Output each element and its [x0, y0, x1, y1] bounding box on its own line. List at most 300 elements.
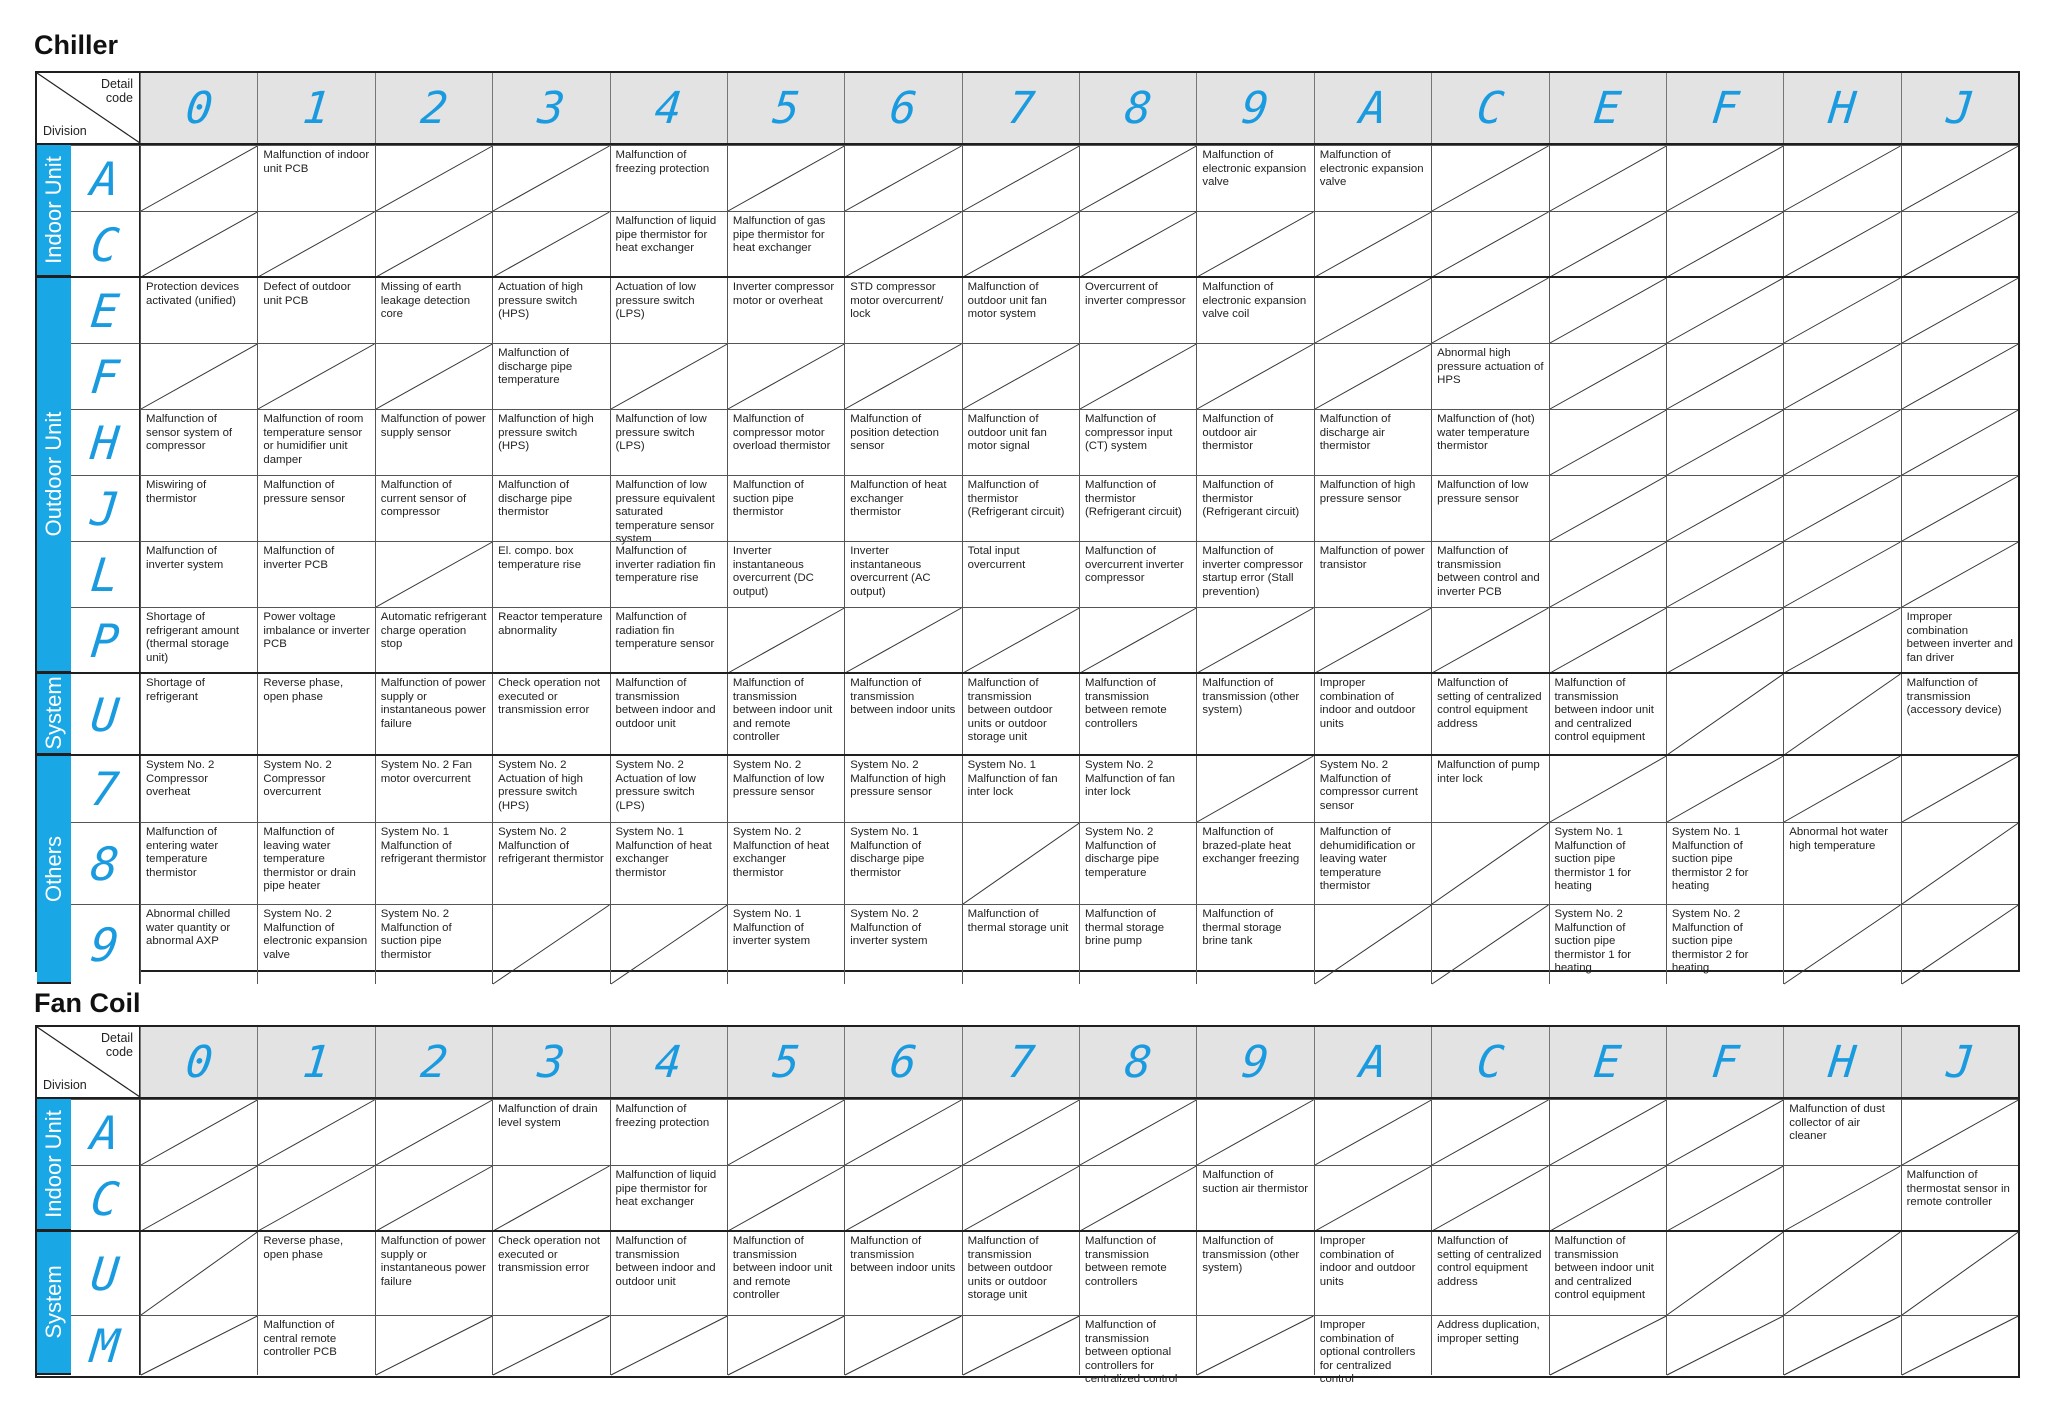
- error-code-cell: Malfunction of brazed-plate heat exchanger freezing: [1196, 822, 1313, 904]
- empty-cell: [1666, 277, 1783, 343]
- segment-digit: 4: [652, 1036, 685, 1088]
- error-code-cell: Malfunction of transmission between optional controllers for centralized control: [1079, 1315, 1196, 1375]
- empty-cell: [1666, 1165, 1783, 1231]
- empty-cell: [1431, 904, 1548, 984]
- error-code-cell: Malfunction of indoor unit PCB: [257, 145, 374, 211]
- group-label-text: Others: [41, 835, 66, 902]
- empty-cell: [1783, 475, 1900, 541]
- error-code-cell: Malfunction of position detection sensor: [844, 409, 961, 475]
- empty-cell: [1549, 1165, 1666, 1231]
- empty-cell: [375, 541, 492, 607]
- segment-digit: 4: [652, 82, 685, 134]
- segment-digit: 7: [1004, 82, 1037, 134]
- error-code-cell: Malfunction of freezing protection: [610, 145, 727, 211]
- empty-cell: [140, 145, 257, 211]
- error-code-cell: Malfunction of transmission between outdoor units or outdoor storage unit: [962, 1231, 1079, 1315]
- error-code-cell: Overcurrent of inverter compressor: [1079, 277, 1196, 343]
- empty-cell: [492, 1165, 609, 1231]
- error-code-cell: Malfunction of thermal storage brine tank: [1196, 904, 1313, 984]
- row-code-L: [71, 541, 140, 607]
- error-code-cell: Malfunction of high pressure sensor: [1314, 475, 1431, 541]
- error-code-cell: System No. 2 Malfunction of fan inter lock: [1079, 755, 1196, 822]
- empty-cell: [844, 1165, 961, 1231]
- column-code-8: [1079, 73, 1196, 143]
- empty-cell: [1079, 1165, 1196, 1231]
- column-code-F: [1666, 1027, 1783, 1097]
- empty-cell: [727, 145, 844, 211]
- row-code-P: [71, 607, 140, 673]
- empty-cell: [1901, 1099, 2018, 1165]
- column-code-2: [375, 73, 492, 143]
- empty-cell: [257, 343, 374, 409]
- error-code-cell: Malfunction of thermistor (Refrigerant circuit): [962, 475, 1079, 541]
- segment-digit: H: [88, 415, 122, 470]
- error-code-cell: System No. 2 Malfunction of suction pipe thermistor: [375, 904, 492, 984]
- error-code-cell: Malfunction of pump inter lock: [1431, 755, 1548, 822]
- error-code-cell: Defect of outdoor unit PCB: [257, 277, 374, 343]
- empty-cell: [727, 1099, 844, 1165]
- segment-digit: 1: [300, 1036, 333, 1088]
- error-code-cell: Malfunction of compressor input (CT) system: [1079, 409, 1196, 475]
- error-code-cell: Missing of earth leakage detection core: [375, 277, 492, 343]
- error-code-cell: Check operation not executed or transmission error: [492, 1231, 609, 1315]
- segment-digit: H: [1826, 82, 1859, 134]
- empty-cell: [610, 904, 727, 984]
- row-code-M: [71, 1315, 140, 1375]
- error-code-cell: System No. 1 Malfunction of discharge pipe thermistor: [844, 822, 961, 904]
- chiller-title: Chiller: [34, 30, 119, 60]
- column-code-5: [727, 73, 844, 143]
- empty-cell: [962, 1099, 1079, 1165]
- segment-digit: J: [1943, 1036, 1976, 1088]
- empty-cell: [375, 145, 492, 211]
- error-code-cell: Malfunction of dehumidification or leaving water temperature thermistor: [1314, 822, 1431, 904]
- error-code-cell: Miswiring of thermistor: [140, 475, 257, 541]
- empty-cell: [1666, 673, 1783, 755]
- empty-cell: [1549, 211, 1666, 277]
- error-code-cell: System No. 2 Actuation of high pressure switch (HPS): [492, 755, 609, 822]
- segment-digit: U: [88, 687, 122, 742]
- empty-cell: [1079, 1099, 1196, 1165]
- empty-cell: [257, 211, 374, 277]
- column-code-5: [727, 1027, 844, 1097]
- error-code-cell: Malfunction of room temperature sensor or humidifier unit damper: [257, 409, 374, 475]
- row-code-A: [71, 1099, 140, 1165]
- empty-cell: [140, 1231, 257, 1315]
- column-code-7: [962, 73, 1079, 143]
- segment-digit: E: [1591, 82, 1624, 134]
- error-code-cell: Malfunction of liquid pipe thermistor for heat exchanger: [610, 211, 727, 277]
- segment-digit: 1: [300, 82, 333, 134]
- empty-cell: [1901, 541, 2018, 607]
- error-code-cell: Malfunction of thermal storage unit: [962, 904, 1079, 984]
- empty-cell: [1196, 755, 1313, 822]
- empty-cell: [1431, 211, 1548, 277]
- error-code-cell: Malfunction of transmission between indoor unit and centralized control equipment: [1549, 673, 1666, 755]
- error-code-cell: Malfunction of low pressure equivalent saturated temperature sensor system: [610, 475, 727, 541]
- detail-code-label: [101, 1031, 133, 1059]
- error-code-cell: Malfunction of transmission between outdoor units or outdoor storage unit: [962, 673, 1079, 755]
- segment-digit: A: [1357, 82, 1389, 134]
- empty-cell: [1314, 277, 1431, 343]
- column-code-H: [1783, 1027, 1900, 1097]
- error-code-cell: El. compo. box temperature rise: [492, 541, 609, 607]
- empty-cell: [1901, 1315, 2018, 1375]
- error-code-cell: Malfunction of transmission between indoor and outdoor unit: [610, 1231, 727, 1315]
- empty-cell: [1549, 475, 1666, 541]
- empty-cell: [1549, 145, 1666, 211]
- empty-cell: [492, 1315, 609, 1375]
- error-code-cell: Malfunction of power supply or instantaneous power failure: [375, 673, 492, 755]
- empty-cell: [1783, 1165, 1900, 1231]
- empty-cell: [962, 211, 1079, 277]
- empty-cell: [375, 1165, 492, 1231]
- column-code-1: [257, 73, 374, 143]
- error-code-cell: Address duplication, improper setting: [1431, 1315, 1548, 1375]
- error-code-cell: Malfunction of outdoor air thermistor: [1196, 409, 1313, 475]
- division-label: Division: [43, 1078, 87, 1092]
- error-code-cell: Malfunction of leaving water temperature thermistor or drain pipe heater: [257, 822, 374, 904]
- error-code-cell: System No. 2 Malfunction of inverter system: [844, 904, 961, 984]
- error-code-cell: Malfunction of current sensor of compressor: [375, 475, 492, 541]
- column-code-A: [1314, 73, 1431, 143]
- empty-cell: [1666, 1231, 1783, 1315]
- empty-cell: [1666, 607, 1783, 673]
- empty-cell: [1783, 343, 1900, 409]
- empty-cell: [1431, 277, 1548, 343]
- empty-cell: [1549, 541, 1666, 607]
- error-code-cell: STD compressor motor overcurrent/ lock: [844, 277, 961, 343]
- error-code-cell: Malfunction of transmission (accessory device): [1901, 673, 2018, 755]
- error-code-cell: Malfunction of inverter system: [140, 541, 257, 607]
- empty-cell: [727, 1165, 844, 1231]
- detail-code-label: [101, 77, 133, 105]
- group-label-others: [37, 755, 71, 984]
- empty-cell: [1666, 755, 1783, 822]
- empty-cell: [1666, 1099, 1783, 1165]
- error-code-cell: Malfunction of electronic expansion valve: [1196, 145, 1313, 211]
- empty-cell: [1549, 607, 1666, 673]
- error-code-cell: Malfunction of transmission between control and inverter PCB: [1431, 541, 1548, 607]
- empty-cell: [1901, 904, 2018, 984]
- error-code-cell: Malfunction of transmission between remote controllers: [1079, 1231, 1196, 1315]
- empty-cell: [140, 211, 257, 277]
- group-separator: [37, 1230, 2018, 1232]
- empty-cell: [1431, 1165, 1548, 1231]
- error-code-cell: Automatic refrigerant charge operation stop: [375, 607, 492, 673]
- column-code-6: [844, 73, 961, 143]
- error-code-cell: Malfunction of transmission between indoor unit and centralized control equipment: [1549, 1231, 1666, 1315]
- column-code-3: [492, 73, 609, 143]
- error-code-cell: Malfunction of drain level system: [492, 1099, 609, 1165]
- error-code-cell: Malfunction of low pressure switch (LPS): [610, 409, 727, 475]
- row-code-J: [71, 475, 140, 541]
- column-code-C: [1431, 1027, 1548, 1097]
- empty-cell: [962, 822, 1079, 904]
- empty-cell: [1783, 211, 1900, 277]
- group-separator: [37, 672, 2018, 674]
- empty-cell: [1314, 904, 1431, 984]
- corner-cell: [37, 1027, 140, 1097]
- empty-cell: [1079, 607, 1196, 673]
- empty-cell: [962, 343, 1079, 409]
- segment-digit: J: [1943, 82, 1976, 134]
- division-label: Division: [43, 124, 87, 138]
- column-code-E: [1549, 1027, 1666, 1097]
- error-code-cell: Improper combination of optional controllers for centralized control: [1314, 1315, 1431, 1375]
- error-code-cell: Malfunction of suction air thermistor: [1196, 1165, 1313, 1231]
- empty-cell: [844, 211, 961, 277]
- empty-cell: [257, 1165, 374, 1231]
- empty-cell: [1196, 1315, 1313, 1375]
- error-code-cell: Malfunction of thermistor (Refrigerant circuit): [1079, 475, 1196, 541]
- segment-digit: 8: [88, 836, 122, 891]
- error-code-cell: Malfunction of discharge air thermistor: [1314, 409, 1431, 475]
- segment-digit: H: [1826, 1036, 1859, 1088]
- segment-digit: E: [88, 283, 122, 338]
- error-code-cell: Malfunction of transmission (other system): [1196, 1231, 1313, 1315]
- error-code-cell: Malfunction of inverter radiation fin temperature rise: [610, 541, 727, 607]
- empty-cell: [375, 1099, 492, 1165]
- empty-cell: [1901, 211, 2018, 277]
- error-code-cell: Malfunction of transmission between remote controllers: [1079, 673, 1196, 755]
- empty-cell: [1666, 475, 1783, 541]
- empty-cell: [1196, 607, 1313, 673]
- segment-digit: 7: [1004, 1036, 1037, 1088]
- error-code-cell: System No. 2 Compressor overcurrent: [257, 755, 374, 822]
- group-label-text: Indoor Unit: [41, 156, 66, 264]
- empty-cell: [375, 343, 492, 409]
- segment-digit: 9: [1239, 82, 1272, 134]
- column-code-E: [1549, 73, 1666, 143]
- error-code-cell: Malfunction of overcurrent inverter compressor: [1079, 541, 1196, 607]
- segment-digit: U: [88, 1246, 122, 1301]
- error-code-cell: Malfunction of pressure sensor: [257, 475, 374, 541]
- error-code-cell: System No. 2 Malfunction of low pressure sensor: [727, 755, 844, 822]
- segment-digit: E: [1591, 1036, 1624, 1088]
- error-code-cell: Improper combination between inverter and fan driver: [1901, 607, 2018, 673]
- segment-digit: A: [88, 1105, 122, 1160]
- error-code-cell: Malfunction of electronic expansion valve coil: [1196, 277, 1313, 343]
- fancoil-table: [35, 1025, 2020, 1386]
- error-code-cell: Improper combination of indoor and outdoor units: [1314, 673, 1431, 755]
- empty-cell: [1079, 145, 1196, 211]
- empty-cell: [1549, 409, 1666, 475]
- empty-cell: [1901, 145, 2018, 211]
- error-code-cell: System No. 1 Malfunction of inverter system: [727, 904, 844, 984]
- error-code-cell: Malfunction of (hot) water temperature thermistor: [1431, 409, 1548, 475]
- empty-cell: [1901, 343, 2018, 409]
- error-code-cell: System No. 2 Actuation of low pressure switch (LPS): [610, 755, 727, 822]
- segment-digit: 0: [183, 1036, 216, 1088]
- column-code-0: [140, 73, 257, 143]
- error-code-cell: Malfunction of radiation fin temperature sensor: [610, 607, 727, 673]
- error-code-cell: Malfunction of transmission between indoor units: [844, 1231, 961, 1315]
- error-code-cell: Malfunction of sensor system of compressor: [140, 409, 257, 475]
- row-code-H: [71, 409, 140, 475]
- column-code-9: [1196, 73, 1313, 143]
- empty-cell: [1666, 541, 1783, 607]
- segment-digit: F: [88, 349, 122, 404]
- empty-cell: [1783, 145, 1900, 211]
- row-code-U: [71, 1231, 140, 1315]
- error-code-cell: Malfunction of power transistor: [1314, 541, 1431, 607]
- empty-cell: [375, 1315, 492, 1375]
- group-label-indoor-unit: [37, 1099, 71, 1231]
- column-code-2: [375, 1027, 492, 1097]
- error-code-cell: Actuation of high pressure switch (HPS): [492, 277, 609, 343]
- empty-cell: [1314, 343, 1431, 409]
- empty-cell: [1314, 607, 1431, 673]
- error-code-cell: Shortage of refrigerant amount (thermal storage unit): [140, 607, 257, 673]
- error-code-cell: Reverse phase, open phase: [257, 673, 374, 755]
- empty-cell: [1549, 277, 1666, 343]
- error-code-cell: System No. 1 Malfunction of fan inter lock: [962, 755, 1079, 822]
- empty-cell: [1549, 343, 1666, 409]
- row-code-7: [71, 755, 140, 822]
- empty-cell: [1783, 755, 1900, 822]
- segment-digit: 6: [887, 1036, 920, 1088]
- error-code-cell: Malfunction of dust collector of air cleaner: [1783, 1099, 1900, 1165]
- error-code-cell: System No. 2 Malfunction of suction pipe thermistor 2 for heating: [1666, 904, 1783, 984]
- column-code-A: [1314, 1027, 1431, 1097]
- row-code-9: [71, 904, 140, 984]
- segment-digit: P: [88, 613, 122, 668]
- empty-cell: [1901, 277, 2018, 343]
- empty-cell: [1666, 343, 1783, 409]
- empty-cell: [1196, 1099, 1313, 1165]
- empty-cell: [962, 1165, 1079, 1231]
- empty-cell: [1196, 343, 1313, 409]
- empty-cell: [492, 211, 609, 277]
- error-code-cell: System No. 2 Malfunction of heat exchanger thermistor: [727, 822, 844, 904]
- segment-digit: 7: [88, 762, 122, 816]
- segment-digit: 3: [535, 1036, 568, 1088]
- empty-cell: [1431, 607, 1548, 673]
- group-separator: [37, 754, 2018, 756]
- error-code-cell: Reverse phase, open phase: [257, 1231, 374, 1315]
- empty-cell: [140, 1315, 257, 1375]
- segment-digit: 5: [770, 1036, 802, 1088]
- header-row: [37, 1027, 2018, 1099]
- error-code-cell: Malfunction of central remote controller PCB: [257, 1315, 374, 1375]
- error-code-cell: Malfunction of outdoor unit fan motor system: [962, 277, 1079, 343]
- segment-digit: 9: [1239, 1036, 1272, 1088]
- empty-cell: [1314, 1165, 1431, 1231]
- error-code-cell: Malfunction of electronic expansion valve: [1314, 145, 1431, 211]
- error-code-cell: System No. 1 Malfunction of refrigerant thermistor: [375, 822, 492, 904]
- error-code-cell: Protection devices activated (unified): [140, 277, 257, 343]
- error-code-cell: Shortage of refrigerant: [140, 673, 257, 755]
- error-code-cell: Malfunction of outdoor unit fan motor signal: [962, 409, 1079, 475]
- segment-digit: 8: [1122, 82, 1155, 134]
- empty-cell: [257, 1099, 374, 1165]
- empty-cell: [1196, 211, 1313, 277]
- empty-cell: [492, 904, 609, 984]
- group-label-indoor-unit: [37, 145, 71, 277]
- column-code-1: [257, 1027, 374, 1097]
- segment-digit: C: [1474, 82, 1507, 134]
- group-label-system: [37, 673, 71, 755]
- empty-cell: [844, 343, 961, 409]
- error-code-cell: Malfunction of discharge pipe temperature: [492, 343, 609, 409]
- empty-cell: [1901, 409, 2018, 475]
- error-code-cell: System No. 1 Malfunction of suction pipe thermistor 2 for heating: [1666, 822, 1783, 904]
- empty-cell: [1666, 211, 1783, 277]
- error-code-cell: Abnormal chilled water quantity or abnormal AXP: [140, 904, 257, 984]
- error-code-cell: Inverter instantaneous overcurrent (AC output): [844, 541, 961, 607]
- segment-digit: J: [88, 481, 122, 536]
- column-code-F: [1666, 73, 1783, 143]
- detail-label-line2: code: [105, 1045, 133, 1059]
- segment-digit: A: [1357, 1036, 1389, 1088]
- empty-cell: [844, 145, 961, 211]
- error-code-cell: Malfunction of inverter compressor startup error (Stall prevention): [1196, 541, 1313, 607]
- empty-cell: [727, 343, 844, 409]
- error-code-cell: System No. 2 Malfunction of electronic expansion valve: [257, 904, 374, 984]
- empty-cell: [1431, 822, 1548, 904]
- empty-cell: [610, 1315, 727, 1375]
- error-code-cell: Reactor temperature abnormality: [492, 607, 609, 673]
- error-code-cell: Malfunction of gas pipe thermistor for heat exchanger: [727, 211, 844, 277]
- empty-cell: [1549, 1315, 1666, 1375]
- segment-digit: 0: [183, 82, 216, 134]
- error-code-cell: System No. 2 Malfunction of discharge pipe temperature: [1079, 822, 1196, 904]
- row-code-8: [71, 822, 140, 904]
- error-code-cell: System No. 1 Malfunction of suction pipe thermistor 1 for heating: [1549, 822, 1666, 904]
- group-label-outdoor-unit: [37, 277, 71, 673]
- empty-cell: [140, 1099, 257, 1165]
- column-code-8: [1079, 1027, 1196, 1097]
- empty-cell: [1901, 475, 2018, 541]
- empty-cell: [375, 211, 492, 277]
- error-code-cell: System No. 2 Malfunction of compressor current sensor: [1314, 755, 1431, 822]
- error-code-cell: Malfunction of entering water temperature thermistor: [140, 822, 257, 904]
- error-code-cell: System No. 2 Malfunction of refrigerant thermistor: [492, 822, 609, 904]
- error-code-cell: Malfunction of thermal storage brine pump: [1079, 904, 1196, 984]
- row-code-C: [71, 211, 140, 277]
- error-code-cell: Check operation not executed or transmission error: [492, 673, 609, 755]
- segment-digit: L: [88, 547, 122, 602]
- error-code-cell: Malfunction of high pressure switch (HPS): [492, 409, 609, 475]
- error-code-cell: Actuation of low pressure switch (LPS): [610, 277, 727, 343]
- error-code-cell: Malfunction of freezing protection: [610, 1099, 727, 1165]
- empty-cell: [962, 1315, 1079, 1375]
- error-code-cell: Malfunction of inverter PCB: [257, 541, 374, 607]
- empty-cell: [1079, 343, 1196, 409]
- row-code-C: [71, 1165, 140, 1231]
- row-code-U: [71, 673, 140, 755]
- empty-cell: [962, 607, 1079, 673]
- group-label-text: Indoor Unit: [41, 1110, 66, 1218]
- column-code-6: [844, 1027, 961, 1097]
- error-code-cell: Malfunction of transmission between indoor unit and remote controller: [727, 673, 844, 755]
- error-code-cell: Malfunction of liquid pipe thermistor for heat exchanger: [610, 1165, 727, 1231]
- header-row: [37, 73, 2018, 145]
- row-code-F: [71, 343, 140, 409]
- column-code-3: [492, 1027, 609, 1097]
- group-label-text: System: [41, 676, 66, 750]
- column-code-H: [1783, 73, 1900, 143]
- error-code-cell: Malfunction of thermistor (Refrigerant circuit): [1196, 475, 1313, 541]
- empty-cell: [1549, 755, 1666, 822]
- segment-digit: 6: [887, 82, 920, 134]
- empty-cell: [1783, 277, 1900, 343]
- segment-digit: 9: [88, 917, 122, 972]
- error-code-cell: Power voltage imbalance or inverter PCB: [257, 607, 374, 673]
- detail-label-line1: Detail: [101, 1031, 133, 1045]
- error-code-cell: System No. 2 Fan motor overcurrent: [375, 755, 492, 822]
